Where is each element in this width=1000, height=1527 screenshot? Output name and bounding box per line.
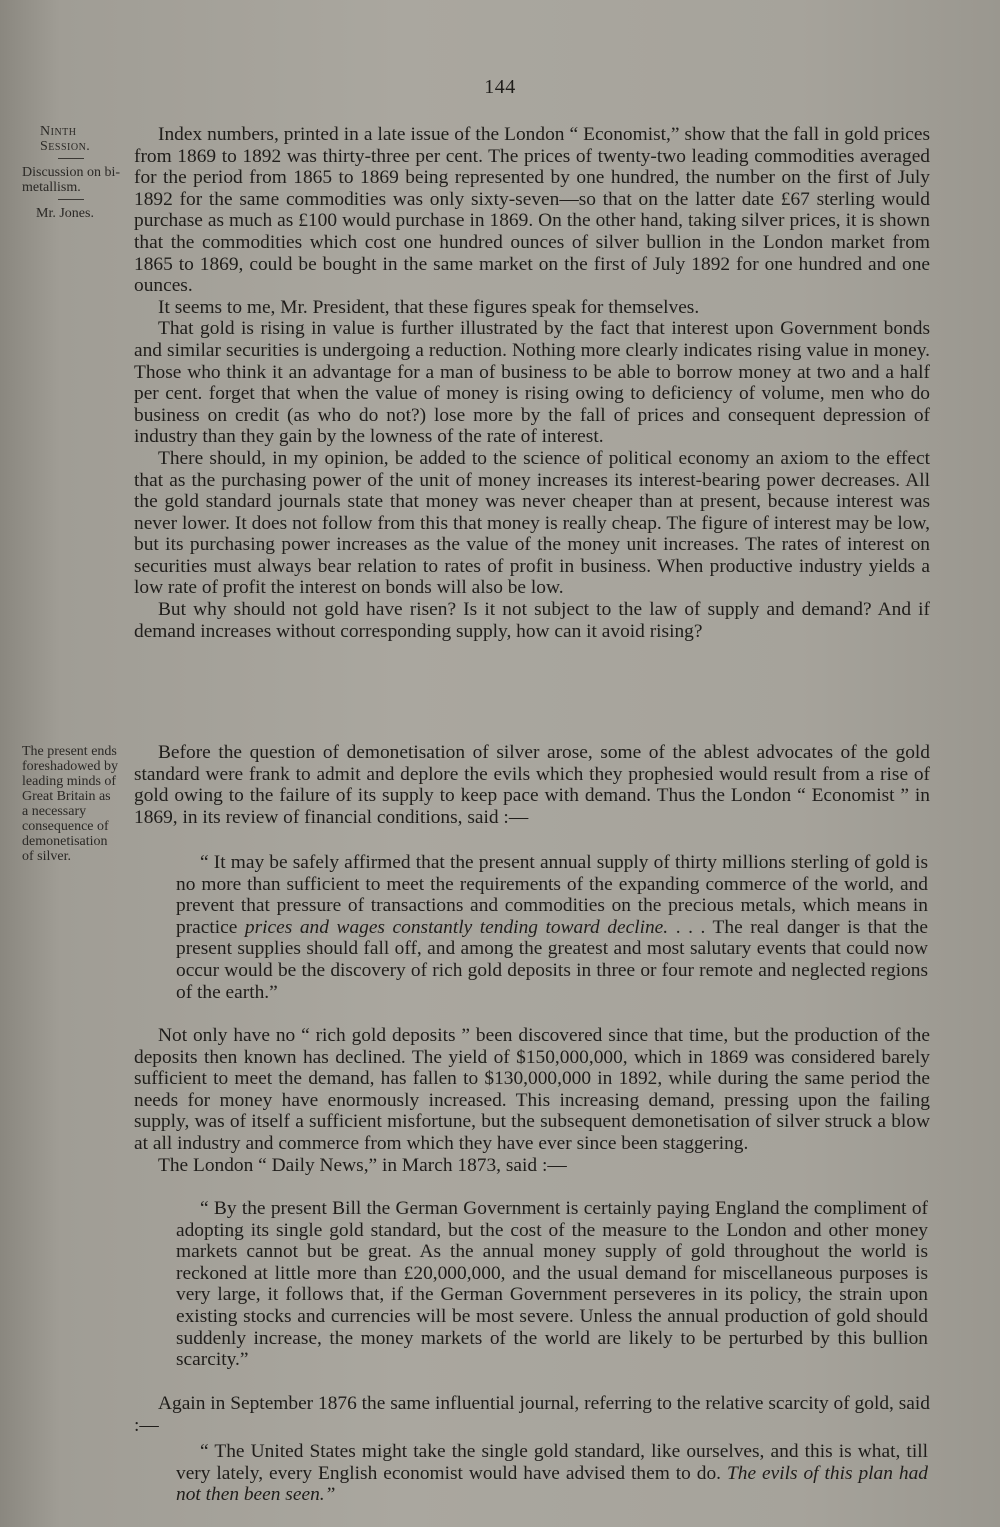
main-text-economist — [134, 742, 930, 828]
main-text-upper — [134, 124, 930, 642]
quote-daily-news-1873 — [176, 1198, 928, 1371]
quote-paragraph — [176, 852, 928, 1003]
main-text-september — [134, 1393, 930, 1436]
sidenote-present-ends: The present ends foreshadowed by leading minds of Great Britain as a necessary consequence of demonetisation of silver. — [22, 744, 119, 864]
quote-paragraph — [176, 1441, 928, 1506]
paragraph: The London “ Daily News,” in March 1873, said :— — [158, 1154, 567, 1176]
page-number: 144 — [484, 76, 516, 98]
paragraph: Before the question of demonetisation of silver arose, some of the ablest advocates of the gold standard were frank to admit and deplore the evils which they prophesied would result from a rise of gold owing to the failure of its supply to keep pace with demand. Thus the London “ Economist ” in 1869, in its review of financial conditions, said :— — [134, 742, 930, 828]
main-text-deposits — [134, 1025, 930, 1176]
session-label-line2: Session. — [40, 139, 91, 154]
session-label-line1: Ninth — [40, 124, 77, 139]
quote-paragraph: “ By the present Bill the German Government is certainly paying England the compliment of adopting its single gold standard, but the cost of the measure to the London and other money markets cannot but be great. As the annual money supply of gold throughout the world is reckoned at little more than £20,000,000, and the usual demand for miscellaneous purposes is very large, it follows that, if the German Government perseveres in its policy, the strain upon existing stocks and currencies will be most severe. Unless the annual production of gold should suddenly increase, the money markets of the world are likely to be perturbed by this bullion scarcity.” — [176, 1198, 928, 1371]
paragraph: Index numbers, printed in a late issue of the London “ Economist,” show that the fall in gold prices from 1869 to 1892 was thirty-three per cent. The prices of twenty-two leading commodities averaged for the period from 1865 to 1869 being represented by one hundred, the number on the first of July 1892 for the same commodities was only sixty-seven—so that on the latter date £67 sterling would purchase as much as £100 would purchase in 1869. On the other hand, taking silver prices, it is shown that the commodities which cost one hundred ounces of silver bullion in the London market from 1865 to 1869, could be bought in the same market on the first of July 1892 for one hundred and one ounces. — [134, 124, 930, 297]
quote-economist-1869 — [176, 852, 928, 1003]
sidenote-session — [22, 124, 126, 221]
quote-emphasis: The evils of this plan had not then been seen.” — [176, 1462, 928, 1506]
paragraph: But why should not gold have risen? Is it not subject to the law of supply and demand? And if demand increases without corresponding supply, how can it avoid rising? — [134, 599, 930, 642]
paragraph: Again in September 1876 the same influential journal, referring to the relative scarcity of gold, said :— — [134, 1393, 930, 1436]
quote-text: “ It may be safely affirmed that the present annual supply of thirty millions sterling of gold is no more than sufficient to meet the requirements of the expanding commerce of the world, and prevent that pressure of transactions and commodities on the precious metals, which means in practice — [176, 852, 928, 938]
divider — [58, 199, 84, 200]
paragraph: That gold is rising in value is further illustrated by the fact that interest upon Government bonds and similar securities is undergoing a reduction. Nothing more clearly indicates rising value in money. Those who think it an advantage for a man of business to be able to borrow money at two and a half per cent. forget that when the value of money is rising owing to deficiency of volume, men who do business on credit (as who do not?) lose more by the fall of prices and consequent depression of industry than they gain by the lowness of the rate of interest. — [134, 318, 930, 448]
quote-daily-news-1876 — [176, 1441, 928, 1506]
quote-text: “ The United States might take the single gold standard, like ourselves, and this is what, till very lately, every English economist would have advised them to do. — [176, 1441, 928, 1484]
quote-text: . . . The real danger is that the present supplies should fall off, and among the greatest and most salutary events that could now occur would be the discovery of rich gold deposits in three or four remote and neglected regions of the earth.” — [176, 916, 928, 1003]
paragraph: Not only have no “ rich gold deposits ” been discovered since that time, but the production of the deposits then known has declined. The yield of $150,000,000, which in 1869 was considered barely sufficient to meet the demand, has fallen to $130,000,000 in 1892, while during the same period the needs for money have enormously increased. This increasing demand, pressing upon the failing supply, was of itself a sufficient misfortune, but the subsequent demonetisation of silver struck a blow at all industry and commerce from which they have ever since been staggering. — [134, 1025, 930, 1154]
divider — [58, 158, 84, 159]
sidenote-speaker: Mr. Jones. — [36, 206, 94, 221]
sidenote-discussion: Discussion on bi-metallism. — [22, 165, 120, 195]
paragraph: It seems to me, Mr. President, that these figures speak for themselves. — [158, 296, 700, 318]
paragraph: There should, in my opinion, be added to the science of political economy an axiom to the effect that as the purchasing power of the unit of money increases its interest-bearing power decreases. All the gold standard journals state that money was never cheaper than at present, because interest was never lower. It does not follow from this that money is really cheap. The figure of interest may be low, but its purchasing power increases as the value of the money unit increases. The rates of interest on securities must always bear relation to rates of profit in business. When productive industry yields a low rate of profit the interest on bonds will also be low. — [134, 447, 930, 599]
quote-emphasis: prices and wages constantly tending toward decline. — [244, 916, 669, 938]
